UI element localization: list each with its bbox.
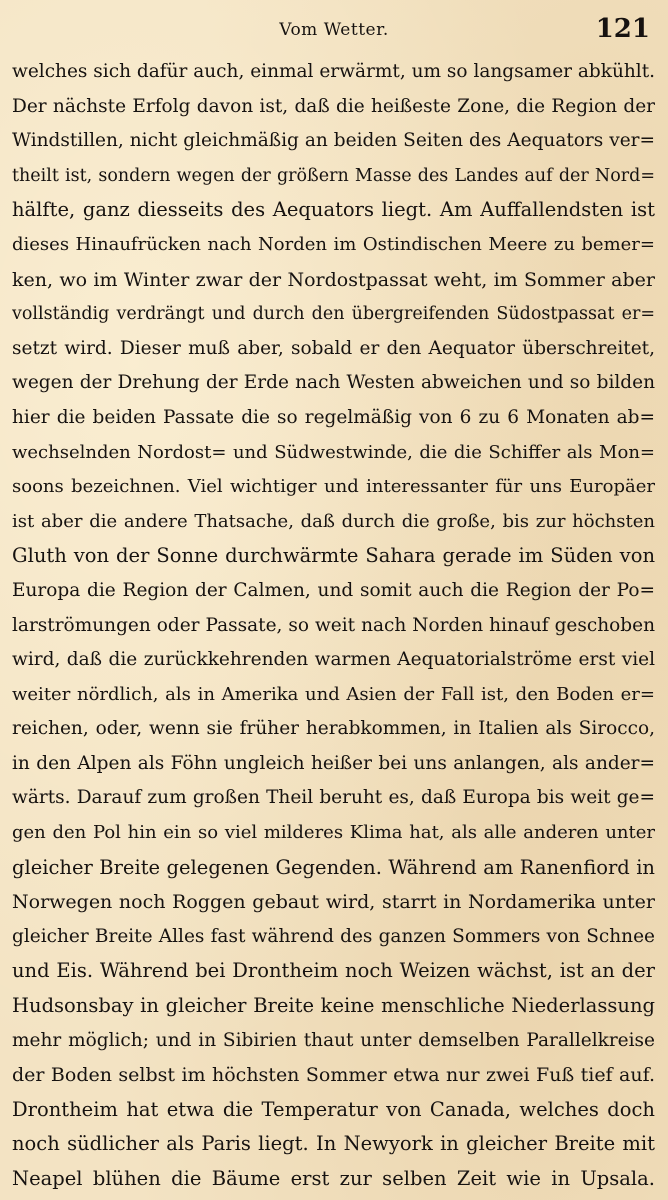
text-line: Drontheim hat etwa die Temperatur von Canada, welches doch (12, 1097, 655, 1121)
text-line: Windstillen, nicht gleichmäßig an beiden Seiten des Aequators ver= (12, 130, 655, 152)
page-number: 121 (595, 14, 650, 44)
text-line: weiter nördlich, als in Amerika und Asien der Fall ist, den Boden er= (12, 683, 655, 705)
text-line: Norwegen noch Roggen gebaut wird, starrt in Nordamerika unter (12, 891, 655, 914)
text-line: gleicher Breite gelegenen Gegenden. Während am Ranenfiord in (12, 855, 655, 879)
text-line: dieses Hinaufrücken nach Norden im Ostindischen Meere zu bemer= (12, 233, 655, 255)
text-line: gen den Pol hin ein so viel milderes Klima hat, als alle anderen unter (12, 822, 655, 844)
text-line: Hudsonsbay in gleicher Breite keine menschliche Niederlassung (12, 994, 655, 1018)
text-line: hälfte, ganz diesseits des Aequators liegt. Am Auffallendsten ist (12, 198, 655, 222)
text-line: der Boden selbst im höchsten Sommer etwa nur zwei Fuß tief auf. (12, 1064, 655, 1087)
text-line: ist aber die andere Thatsache, daß durch die große, bis zur höchsten (12, 510, 655, 532)
text-line: soons bezeichnen. Viel wichtiger und interessanter für uns Europäer (12, 476, 655, 498)
text-line: Europa die Region der Calmen, und somit auch die Region der Po= (12, 579, 655, 601)
text-line: vollständig verdrängt und durch den übergreifenden Südostpassat er= (12, 304, 655, 325)
text-line: larströmungen oder Passate, so weit nach Norden hinauf geschoben (12, 614, 655, 636)
text-line: mehr möglich; und in Sibirien thaut unter demselben Parallelkreise (12, 1029, 655, 1051)
text-line: wärts. Darauf zum großen Theil beruht es, daß Europa bis weit ge= (12, 787, 655, 809)
text-line: reichen, oder, wenn sie früher herabkommen, in Italien als Sirocco, (12, 718, 655, 740)
text-line: ken, wo im Winter zwar der Nordostpassat weht, im Sommer aber (12, 268, 655, 291)
text-line: setzt wird. Dieser muß aber, sobald er den Aequator überschreitet, (12, 337, 655, 359)
text-line: wird, daß die zurückkehrenden warmen Aequatorialströme erst viel (12, 649, 655, 671)
page-header (14, 14, 654, 46)
text-line: hier die beiden Passate die so regelmäßig von 6 zu 6 Monaten ab= (12, 406, 655, 428)
text-line: und Eis. Während bei Drontheim noch Weizen wächst, ist an der (12, 959, 655, 983)
text-line: welches sich dafür auch, einmal erwärmt, um so langsamer abkühlt. (12, 61, 655, 82)
text-line: Der nächste Erfolg davon ist, daß die heißeste Zone, die Region der (12, 95, 655, 117)
body-text (12, 55, 655, 1197)
text-line: Gluth von der Sonne durchwärmte Sahara gerade im Süden von (12, 544, 655, 568)
text-line: wechselnden Nordost= und Südwestwinde, die die Schiffer als Mon= (12, 441, 655, 463)
text-line: wegen der Drehung der Erde nach Westen abweichen und so bilden (12, 372, 655, 394)
text-line: noch südlicher als Paris liegt. In Newyork in gleicher Breite mit (12, 1132, 655, 1156)
running-head: Vom Wetter. (279, 20, 389, 40)
text-line: Neapel blühen die Bäume erst zur selben Zeit wie in Upsala. (12, 1167, 655, 1190)
text-line: theilt ist, sondern wegen der größern Masse des Landes auf der Nord= (12, 165, 655, 186)
text-line: gleicher Breite Alles fast während des ganzen Sommers von Schnee (12, 925, 655, 947)
text-line: in den Alpen als Föhn ungleich heißer bei uns anlangen, als ander= (12, 752, 655, 774)
